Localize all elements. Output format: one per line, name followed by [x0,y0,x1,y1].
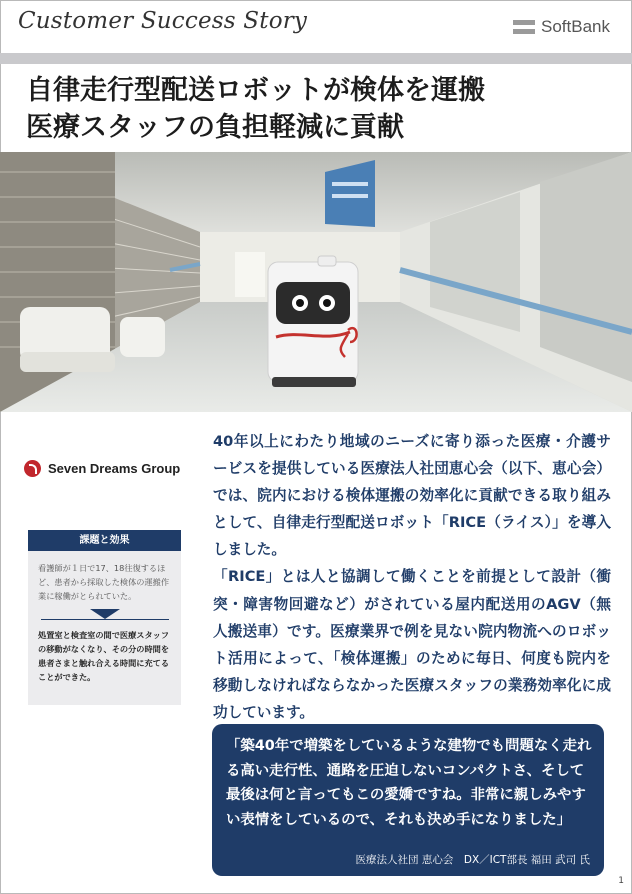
page-number: 1 [618,876,624,886]
header-title: Customer Success Story [18,8,308,34]
brand-name: SoftBank [541,17,610,36]
body-paragraph-1: 40年以上にわたり地域のニーズに寄り添った医療・介護サービスを提供している医療法人社団恵心会（以下、恵心会）では、院内における検体運搬の効率化に貢献できる取り組みとして、自律走行型配送ロボット「RICE（ライス）」を導入しました。 [213,433,611,559]
down-arrow-icon [90,609,120,619]
issues-and-effects-box [28,530,181,705]
body-paragraph-2: 「RICE」とは人と協調して働くことを前提として設計（衝突・障害物回避など）がされている屋内配送用のAGV（無人搬送車）です。医療業界で例を見ない院内物流へのロボット活用によって、「検体運搬」のために毎日、何度も院内を移動しなければならなかった医療スタッフの業務効率化に成功しています。 [213,568,611,721]
softbank-logo [513,17,610,37]
quote-credit: 医療法人社団 恵心会 DX／ICT部長 福田 武司 氏 [355,854,590,866]
effect-text: 処置室と検査室の間で医療スタッフの移動がなくなり、その分の時間を患者さまと触れ合える時間に充てることができた。 [38,630,170,682]
seven-dreams-mark-icon [24,460,41,477]
headline [26,72,616,146]
softbank-bars-icon [513,20,535,34]
photo-illustration [0,152,632,412]
article-body [213,428,611,726]
hospital-corridor-robot-photo [0,152,632,412]
testimonial-quote-box [212,724,604,876]
headline-line-2: 医療スタッフの負担軽減に貢献 [26,112,404,143]
issues-heading: 課題と効果 [28,530,181,551]
issue-text: 看護師が１日で17、18往復するほど、患者から採取した検体の運搬作業に稼働がとられていた。 [38,563,170,601]
header-divider-bar [0,53,632,64]
quote-text: 「築40年で増築をしているような建物でも問題なく走れる高い走行性、通路を圧迫しないコンパクトさ、そして最後は何と言ってもこの愛嬌ですね。非常に親しみやすい表情をしているので、それも決め手になりました」 [226,738,592,828]
logo-text: Seven Dreams Group [48,461,181,476]
seven-dreams-group-logo [24,460,180,477]
headline-line-1: 自律走行型配送ロボットが検体を運搬 [26,75,485,106]
